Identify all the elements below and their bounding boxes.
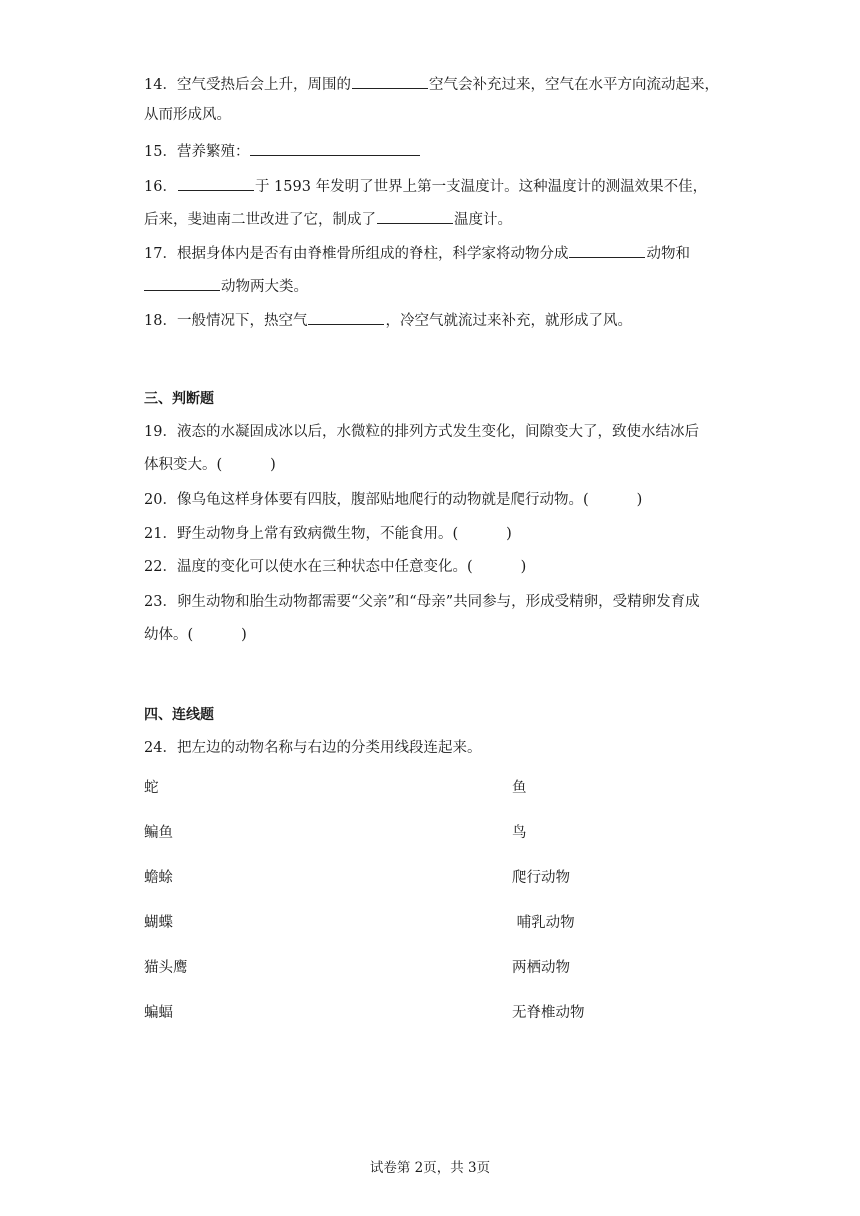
- question-17-line-1: [144, 242, 690, 264]
- question-17-line-2: [144, 275, 308, 297]
- question-18-text-a: 18．一般情况下，热空气: [144, 313, 308, 329]
- question-22: [144, 557, 526, 577]
- question-15: [144, 140, 421, 162]
- answer-blank[interactable]: [144, 275, 220, 291]
- question-15-text: 15．营养繁殖：: [144, 144, 250, 160]
- match-right-item[interactable]: 无脊椎动物: [512, 1005, 585, 1021]
- question-23-line-2: [144, 625, 247, 645]
- match-left-item[interactable]: 蛇: [144, 780, 159, 796]
- question-17-text-c: 动物两大类。: [221, 279, 308, 295]
- close-paren: ): [636, 492, 643, 508]
- question-14-line-2: 从而形成风。: [144, 107, 231, 123]
- question-18-text-b: ，冷空气就流过来补充，就形成了风。: [385, 313, 632, 329]
- answer-blank[interactable]: [377, 208, 453, 224]
- match-left-item[interactable]: 蟾蜍: [144, 870, 173, 886]
- page-footer: 试卷第 2页，共 3页: [369, 1160, 491, 1176]
- answer-blank[interactable]: [569, 242, 645, 258]
- match-left-item[interactable]: 蝴蝶: [144, 915, 173, 931]
- section-4-heading: 四、连线题: [144, 707, 214, 723]
- close-paren: ): [241, 627, 247, 643]
- answer-blank[interactable]: [308, 309, 384, 325]
- match-right-item[interactable]: 爬行动物: [512, 870, 570, 886]
- match-left-item[interactable]: 蝙蝠: [144, 1005, 173, 1021]
- match-left-item[interactable]: 猫头鹰: [144, 960, 188, 976]
- close-paren: ): [270, 457, 276, 473]
- question-14-line-1: [144, 73, 719, 95]
- question-17-text-a: 17．根据身体内是否有由脊椎骨所组成的脊柱，科学家将动物分成: [144, 246, 569, 262]
- answer-blank[interactable]: [250, 140, 420, 156]
- question-24: 24．把左边的动物名称与右边的分类用线段连起来。: [144, 740, 482, 756]
- question-20: [144, 490, 642, 510]
- question-16-text-a: 16．: [144, 179, 177, 195]
- question-14-text-a: 14．空气受热后会上升，周围的: [144, 77, 351, 93]
- match-right-item[interactable]: 哺乳动物: [512, 915, 575, 931]
- question-16-text-c: 后来，斐迪南二世改进了它，制成了: [144, 212, 376, 228]
- section-3-heading: 三、判断题: [144, 391, 214, 407]
- match-right-item[interactable]: 两栖动物: [512, 960, 570, 976]
- match-right-item[interactable]: 鸟: [512, 825, 527, 841]
- question-19-line-1: 19．液态的水凝固成冰以后，水微粒的排列方式发生变化，间隙变大了，致使水结冰后: [144, 424, 699, 440]
- question-18: [144, 309, 632, 331]
- question-16-text-d: 温度计。: [454, 212, 512, 228]
- question-22-text: 22．温度的变化可以使水在三种状态中任意变化。(: [144, 559, 473, 575]
- question-19-line-2: [144, 455, 276, 475]
- close-paren: ): [520, 559, 527, 575]
- match-right-item[interactable]: 鱼: [512, 780, 527, 796]
- answer-blank[interactable]: [178, 175, 254, 191]
- question-16-line-1: [144, 175, 707, 197]
- question-20-text: 20．像乌龟这样身体要有四肢，腹部贴地爬行的动物就是爬行动物。(: [144, 492, 589, 508]
- question-19-text: 体积变大。(: [144, 457, 223, 473]
- question-21-text: 21．野生动物身上常有致病微生物，不能食用。(: [144, 526, 459, 542]
- answer-blank[interactable]: [352, 73, 428, 89]
- question-23-text: 幼体。(: [144, 627, 194, 643]
- match-left-item[interactable]: 鳊鱼: [144, 825, 173, 841]
- question-14-text-b: 空气会补充过来，空气在水平方向流动起来，: [428, 77, 719, 93]
- question-16-line-2: [144, 208, 512, 230]
- question-17-text-b: 动物和: [646, 246, 690, 262]
- close-paren: ): [506, 526, 512, 542]
- question-21: [144, 524, 512, 544]
- question-23-line-1: 23．卵生动物和胎生动物都需要“父亲”和“母亲”共同参与，形成受精卵，受精卵发育成: [144, 594, 700, 610]
- question-16-text-b: 于 1593 年发明了世界上第一支温度计。这种温度计的测温效果不佳，: [254, 179, 708, 195]
